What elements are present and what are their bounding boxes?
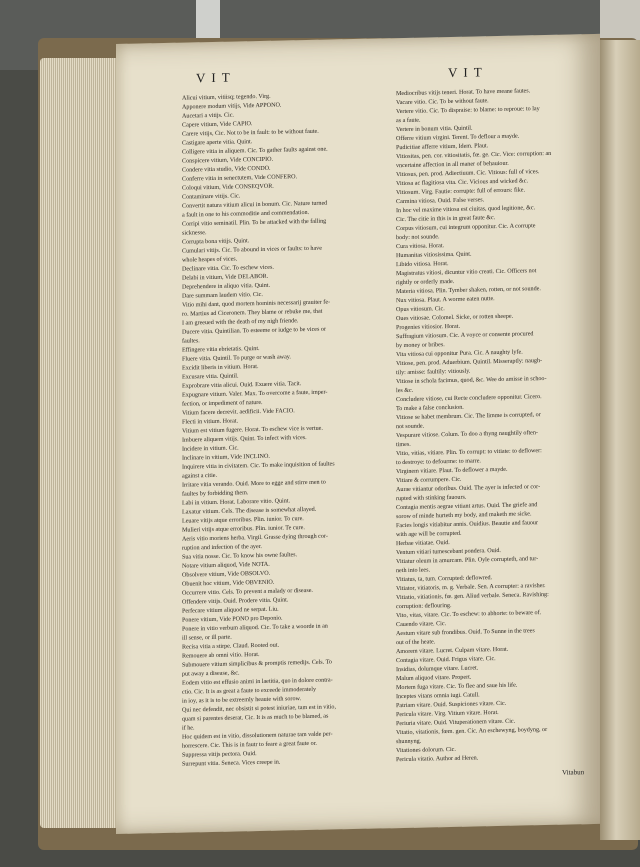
dictionary-line: Inquirere vitia in civitatem. Cic. To make inquisition of faultes <box>182 461 335 471</box>
left-column <box>182 90 406 800</box>
dictionary-line: Cic. The citie in this is in great faute &c. <box>396 215 496 224</box>
dictionary-line: Qui nec defendit, nec obsistit si potest iniuriae, tam est in vitio, <box>182 704 337 714</box>
dictionary-line: Flecti in vitium. Horat. <box>182 418 239 426</box>
dictionary-line: Vitiositas, pen. cor. vitiositatis, fœ. ge. Cic. Vice: corruption: an <box>396 150 552 161</box>
dictionary-line: Mediocribus vitijs teneri. Horat. To have meane fautes. <box>396 88 531 98</box>
dictionary-line: Vitiose se habet membrum. Cic. The limme is corrupted, or <box>396 412 541 422</box>
dictionary-line: vncertaine affection in all maner of behauiour. <box>396 160 509 170</box>
dictionary-line: Vita vitiosa cui opponitur Pura. Cic. A naughty lyfe. <box>396 349 523 359</box>
dictionary-line: not sounde. <box>396 423 425 431</box>
dictionary-line: to destroye: to defourme: to marre. <box>396 458 481 467</box>
dictionary-line: Fluere vitia. Quintil. To purge or wash away. <box>182 354 291 363</box>
dictionary-line: Sua vitia nosse. Cic. To know his owne faultes. <box>182 552 298 561</box>
dictionary-line: Ponere vitium, Vide PONO pro Deponio. <box>182 615 283 624</box>
dictionary-line: Offerre vitium virgini. Terent. To deflour a mayde. <box>396 133 520 143</box>
dictionary-line: Vertere vitio. Cic. To dispraise: to blame: to reproue: to lay <box>396 106 540 116</box>
dictionary-line: a fault in one to his commoditie and commendation. <box>182 209 310 219</box>
dictionary-line: Vitiare & corrumpere. Cic. <box>396 476 462 485</box>
dictionary-line: Obsolvere vitium, Vide OBSOLVO. <box>182 570 271 579</box>
dictionary-line: shunnyng. <box>396 738 422 746</box>
dictionary-line: horrescere. Cic. This is in fautr to feare a great faute or. <box>182 740 317 750</box>
dictionary-line: Castigare aperte vitia. Quint. <box>182 139 253 147</box>
dictionary-line: To make a false conclusion. <box>396 404 464 413</box>
dictionary-line: Vitium est vitium fugere. Horat. To eschew vice is vertue. <box>182 425 323 435</box>
dictionary-line: against a citie. <box>182 472 218 480</box>
dictionary-line: Oues vitiosae. Colomel. Sicke, or rotten sheepe. <box>396 313 514 323</box>
dictionary-line: Carmina vitiosa. Ouid. False verses. <box>396 197 485 206</box>
dictionary-line: ruption and infection of the ayer. <box>182 543 262 552</box>
dictionary-line: Opus vitiosum. Cic. <box>396 306 445 314</box>
dictionary-line: Offendere vitijs. Ouid. Prodere vitia. Quint. <box>182 597 289 606</box>
dictionary-line: Pericula vitare. Virg. Vitium vitare. Horat. <box>396 709 499 719</box>
dictionary-line: Obuenit hoc vitium, Vide OBVENIO. <box>182 579 275 588</box>
dictionary-line: Cura vitiosa. Horat. <box>396 243 445 251</box>
dictionary-line: faultes by forbidding them. <box>182 490 249 498</box>
dictionary-line: Carere vitijs, Cic. Not to be in fault: to be without faute. <box>182 128 319 138</box>
dictionary-line: Cumulari vitijs. Cic. To abound in vices or faults: to have <box>182 245 322 255</box>
dictionary-line: Inceptes vitans omnia iugi. Catull. <box>396 692 480 701</box>
dictionary-line: quam si parentes deserat. Cic. It is as much to be blamed, as <box>182 713 329 723</box>
dictionary-line: sicknesse. <box>182 230 207 237</box>
dictionary-line: Aurae vitiantur odoribus. Ouid. The ayer is infected or cor- <box>396 484 541 494</box>
dictionary-line: Pericula vitatio. Author ad Heren. <box>396 755 479 764</box>
dictionary-line: Hoc quidem est in vitio, dissolutionem naturae tam valde per- <box>182 731 333 741</box>
dictionary-line: Mulieri vitijs atque erroribus. Plin. iunior. Te cure. <box>182 525 305 534</box>
dictionary-line: corruption: deflouring. <box>396 602 452 611</box>
catchword: Vitabun <box>562 768 585 777</box>
dictionary-line: Vertere in bonum vitia. Quintil. <box>396 125 473 134</box>
dictionary-line: Vito, vitas, vitare. Cic. To eschew: to abhorte: to beware of. <box>396 610 542 620</box>
dictionary-line: sorow of minde hurteth my body, and maketh me sicke. <box>396 511 532 521</box>
dictionary-line: Ducere vitia. Quintilian. To esteeme or iudge to be vices or <box>182 326 326 336</box>
right-column <box>396 85 620 805</box>
dictionary-line: Deprehendere in aliquo vitia. Quint. <box>182 282 270 291</box>
dictionary-line: fection, or impediment of nature. <box>182 399 263 408</box>
dictionary-line: les &c. <box>396 387 414 395</box>
dictionary-line: Vacare vitio. Cic. To be without faute. <box>396 98 489 107</box>
dictionary-line: Aucetari a vitijs. Cic. <box>182 112 234 120</box>
dictionary-line: Herbae vitiatae. Ouid. <box>396 540 450 548</box>
dictionary-line: Vitationes dolorum. Cic. <box>396 746 456 755</box>
dictionary-line: Eodem vitio est effusio animi in laetitia, quo in dolore contra- <box>182 677 333 687</box>
dictionary-line: Vitiatur oleum in amurcam. Plin. Oyle corrupteth, and tur- <box>396 556 539 566</box>
dictionary-line: Effingere vitia ebrietatis. Quint. <box>182 345 260 354</box>
dictionary-line: Corrupta bona vitijs. Quint. <box>182 238 250 246</box>
dictionary-line: Inclinare in vitium, Vide INCLINO. <box>182 453 270 462</box>
dictionary-line: Notare vitium aliquod, Vide NOTA. <box>182 561 270 570</box>
dictionary-line: Contaminare vitijs. Cic. <box>182 193 241 201</box>
dictionary-line: Corripi vitio seminatil. Plin. To be attacked with the falling <box>182 218 327 228</box>
dictionary-line: if he. <box>182 725 195 732</box>
dictionary-line: Contagia mentis aegrae vitiant artus. Ouid. The griefe and <box>396 502 538 512</box>
dictionary-line: Delabi in vitium, Vide DELABOR. <box>182 273 269 282</box>
dictionary-line: Capere vitium, Vide CAPIO. <box>182 121 253 129</box>
dictionary-line: Vitium facere decrevit. aedificii. Vide FACIO. <box>182 408 295 417</box>
dictionary-line: Recisa vitia a stirpe. Claud. Rooted out. <box>182 642 279 651</box>
dictionary-line: Magistratus vitiosi, dicuntur vitio creati. Cic. Officers not <box>396 268 537 278</box>
dictionary-line: Submouere vitium simplicibus & promptis remedijs. Cels. To <box>182 659 332 669</box>
dictionary-line: In hoc vel maxime vitiosa est ciuitas, quod legitione, &c. <box>396 205 536 215</box>
dictionary-line: Alicui vitium, vitiisq; tegendo. Virg. <box>182 93 271 102</box>
dictionary-line: I am greeued with the death of my nigh friende. <box>182 318 299 327</box>
dictionary-line: Patriam vitare. Ouid. Suspiciones vitare. Cic. <box>396 700 507 710</box>
dictionary-line: whole heapes of vices. <box>182 256 238 264</box>
dictionary-line: Imbuere aliquem vitijs. Quint. To infect with vices. <box>182 435 307 444</box>
dictionary-line: Condere vitia studio, Vide CONDO. <box>182 165 271 174</box>
dictionary-line: Aestum vitare sub frondibus. Ouid. To Sunne in the trees <box>396 628 535 638</box>
dictionary-line: Suppressa vitijs pectora. Ouid. <box>182 751 257 759</box>
dictionary-line: Nux vitiosa. Plaut. A worme eaten nutte. <box>396 296 495 305</box>
dictionary-line: Vitiosum. Virg. Fautie: corrupte: full of errours: fike. <box>396 187 526 197</box>
dictionary-line: Declinare vitia. Cic. To eschew vices. <box>182 264 274 273</box>
dictionary-line: Exprobrare vitia alicui. Ouid. Exuere vitia. Tacit. <box>182 381 302 390</box>
dictionary-line: Incidere in vitium. Cic. <box>182 445 239 453</box>
dictionary-line: out of the heate. <box>396 639 436 647</box>
dictionary-line: in ioy, as it is to be extreemly heauie with sorow. <box>182 696 302 705</box>
dictionary-line: Dare summam laudem vitio. Cic. <box>182 291 263 300</box>
dictionary-line: body: not sounde. <box>396 234 440 242</box>
dictionary-line: Colligere vitia in aliquem. Cic. To gather faults against one. <box>182 146 328 156</box>
dictionary-line: ill sense, or ill parte. <box>182 634 232 642</box>
dictionary-line: faultes. <box>182 338 200 345</box>
dictionary-line: Vitiose in schola facimus, quod, &c. Wee do amisse in schoo- <box>396 375 547 386</box>
dictionary-line: by money or bribes. <box>396 342 445 350</box>
header-right: VIT <box>448 64 488 81</box>
dictionary-line: Surrepunt vitia. Seneca. Vices creepe in. <box>182 759 281 768</box>
dictionary-line: as a faute. <box>396 117 421 125</box>
dictionary-line: Vitatio, vitationis, fœm. gen. Cic. An eschewyng, boydyng, or <box>396 726 548 737</box>
dictionary-line: Conspicere vitium, Vide CONCIPIO. <box>182 156 274 165</box>
dictionary-line: Convertit natura vitium alicui in bonum. Cic. Nature turned <box>182 200 328 210</box>
dictionary-line: Libido vitiosa. Horat. <box>396 261 449 269</box>
dictionary-line: Aeris vitio moriens herba. Virgil. Grasse dying through cor- <box>182 533 328 543</box>
dictionary-line: neth into lees. <box>396 567 431 575</box>
dictionary-line: ro. Martius ad Ciceronem. They blame or rebuke me, that <box>182 308 323 318</box>
dictionary-line: Remouere ab omni vitio. Horat. <box>182 651 260 660</box>
dictionary-line: ctio. Cic. It is as great a faute to exceede immoderately <box>182 686 317 696</box>
dictionary-line: Corpus vitiosum, cui integrum opponitur. Cic. A corrupte <box>396 223 536 233</box>
dictionary-line: Malum aliquod vitare. Propert. <box>396 674 472 683</box>
header-left: VIT <box>196 69 236 86</box>
dictionary-line: tily: amisse: faultily: vitiously. <box>396 368 471 377</box>
dictionary-line: Concludere vitiose, cui Recte concludere opponitur. Cicero. <box>396 394 542 404</box>
dictionary-line: rupted with stinking fauours. <box>396 494 467 503</box>
dictionary-line: Ventum vitiari tumescebant pondera. Ouid. <box>396 547 501 557</box>
dictionary-line: Insidias, dolumque vitare. Lucret. <box>396 665 479 674</box>
dictionary-line: Labi in vitium. Horat. Laborare vitio. Quint. <box>182 498 290 507</box>
dictionary-line: Humanitas vitiosissima. Quint. <box>396 251 472 260</box>
dictionary-line: Facies longis vitiabitur annis. Ouidius. Beautie and fauour <box>396 520 538 530</box>
dictionary-line: Pudicitiae afferre vitium, Idem. Plaut. <box>396 143 489 152</box>
dictionary-line: with age will be corrupted. <box>396 530 462 539</box>
dictionary-line: Amorem vitare. Lucret. Culpam vitare. Horat. <box>396 646 509 656</box>
dictionary-line: Vitiatio, vitiationis, fœ. gen. Aliud verbale. Seneca. Ravishing: <box>396 591 549 602</box>
dictionary-line: Irritare vitia verando. Ouid. More to egge and stirre men to <box>182 479 326 489</box>
book-page <box>116 34 600 834</box>
dictionary-line: Vespurare vitiose. Colum. To doo a thyng naughtily often- <box>396 430 538 440</box>
dictionary-line: times. <box>396 441 411 449</box>
dictionary-line: Vitiosus, pen. prod. Adiectiuum. Cic. Vitious: full of vices. <box>396 169 540 179</box>
dictionary-line: rightly or orderly made. <box>396 278 455 287</box>
dictionary-line: Excusare vitia. Quintil. <box>182 373 239 381</box>
dictionary-line: Ponere in vitio verbum aliquod. Cic. To take a woorde in an <box>182 623 328 633</box>
dictionary-line: Materia vitiosa. Plin. Tymber shaken, rotten, or not sounde. <box>396 286 541 296</box>
dictionary-line: Vitio mihi dant, quod mortem hominis necessarij grauiter fe- <box>182 299 331 309</box>
dictionary-line: Occurrere vitio. Cels. To prevent a malady or disease. <box>182 587 313 597</box>
dictionary-line: put away a disease, &c. <box>182 670 240 678</box>
dictionary-line: Coloqui vitium, Vide CONSEQVOR. <box>182 183 274 192</box>
dictionary-line: Apponere modum vitijs, Vide APPONO. <box>182 102 282 111</box>
dictionary-line: Expugnare vitium. Valer. Max. To overcome a faute, imper- <box>182 389 328 399</box>
dictionary-line: Virginem vitiare. Plaut. To deflower a mayde. <box>396 466 508 476</box>
dictionary-line: Contagia vitare. Ouid. Frigus vitare. Cic. <box>396 656 496 665</box>
dictionary-line: Vitio, vitias, vitiare. Plin. To corrupt: to vitiate: to deflower: <box>396 448 542 458</box>
dictionary-line: Progenies vitiosior. Horat. <box>396 323 460 332</box>
dictionary-line: Cauendo vitare. Cic. <box>396 621 447 629</box>
dictionary-line: Conferre vitia in senectutem, Vide CONFERO. <box>182 174 298 183</box>
dictionary-line: Vitiator, vitiatoris, m. g. Verbale. Sen. A corrupter: a ravisher. <box>396 583 546 593</box>
dictionary-line: Leuare vitijs atque erroribus. Plin. iunior. To cure. <box>182 516 304 525</box>
dictionary-line: Perfecare vitium aliquod ne serpat. Liu. <box>182 606 279 615</box>
dictionary-line: Suffragium vitiosum. Cic. A voyce or consente procured <box>396 331 534 341</box>
dictionary-line: Periuria vitare. Ouid. Vituperationem vitare. Cic. <box>396 718 516 728</box>
dictionary-line: Mortem fuga vitare. Cic. To flee and saue his life. <box>396 682 518 692</box>
dictionary-line: Vitiosa ac flagitiosa vita. Cic. Vicious and wicked &c. <box>396 178 528 188</box>
dictionary-line: Excidit liberis in vitium. Horat. <box>182 364 259 372</box>
dictionary-line: Vitiatus, ta, tum. Corrupted: deflowred. <box>396 575 493 584</box>
dictionary-line: Vitiose, pen. prod. Aduerbium. Quintil. Misseraptly: naugh- <box>396 358 543 368</box>
dictionary-line: Laxatur vitium. Cels. The disease is somewhat allayed. <box>182 506 317 516</box>
